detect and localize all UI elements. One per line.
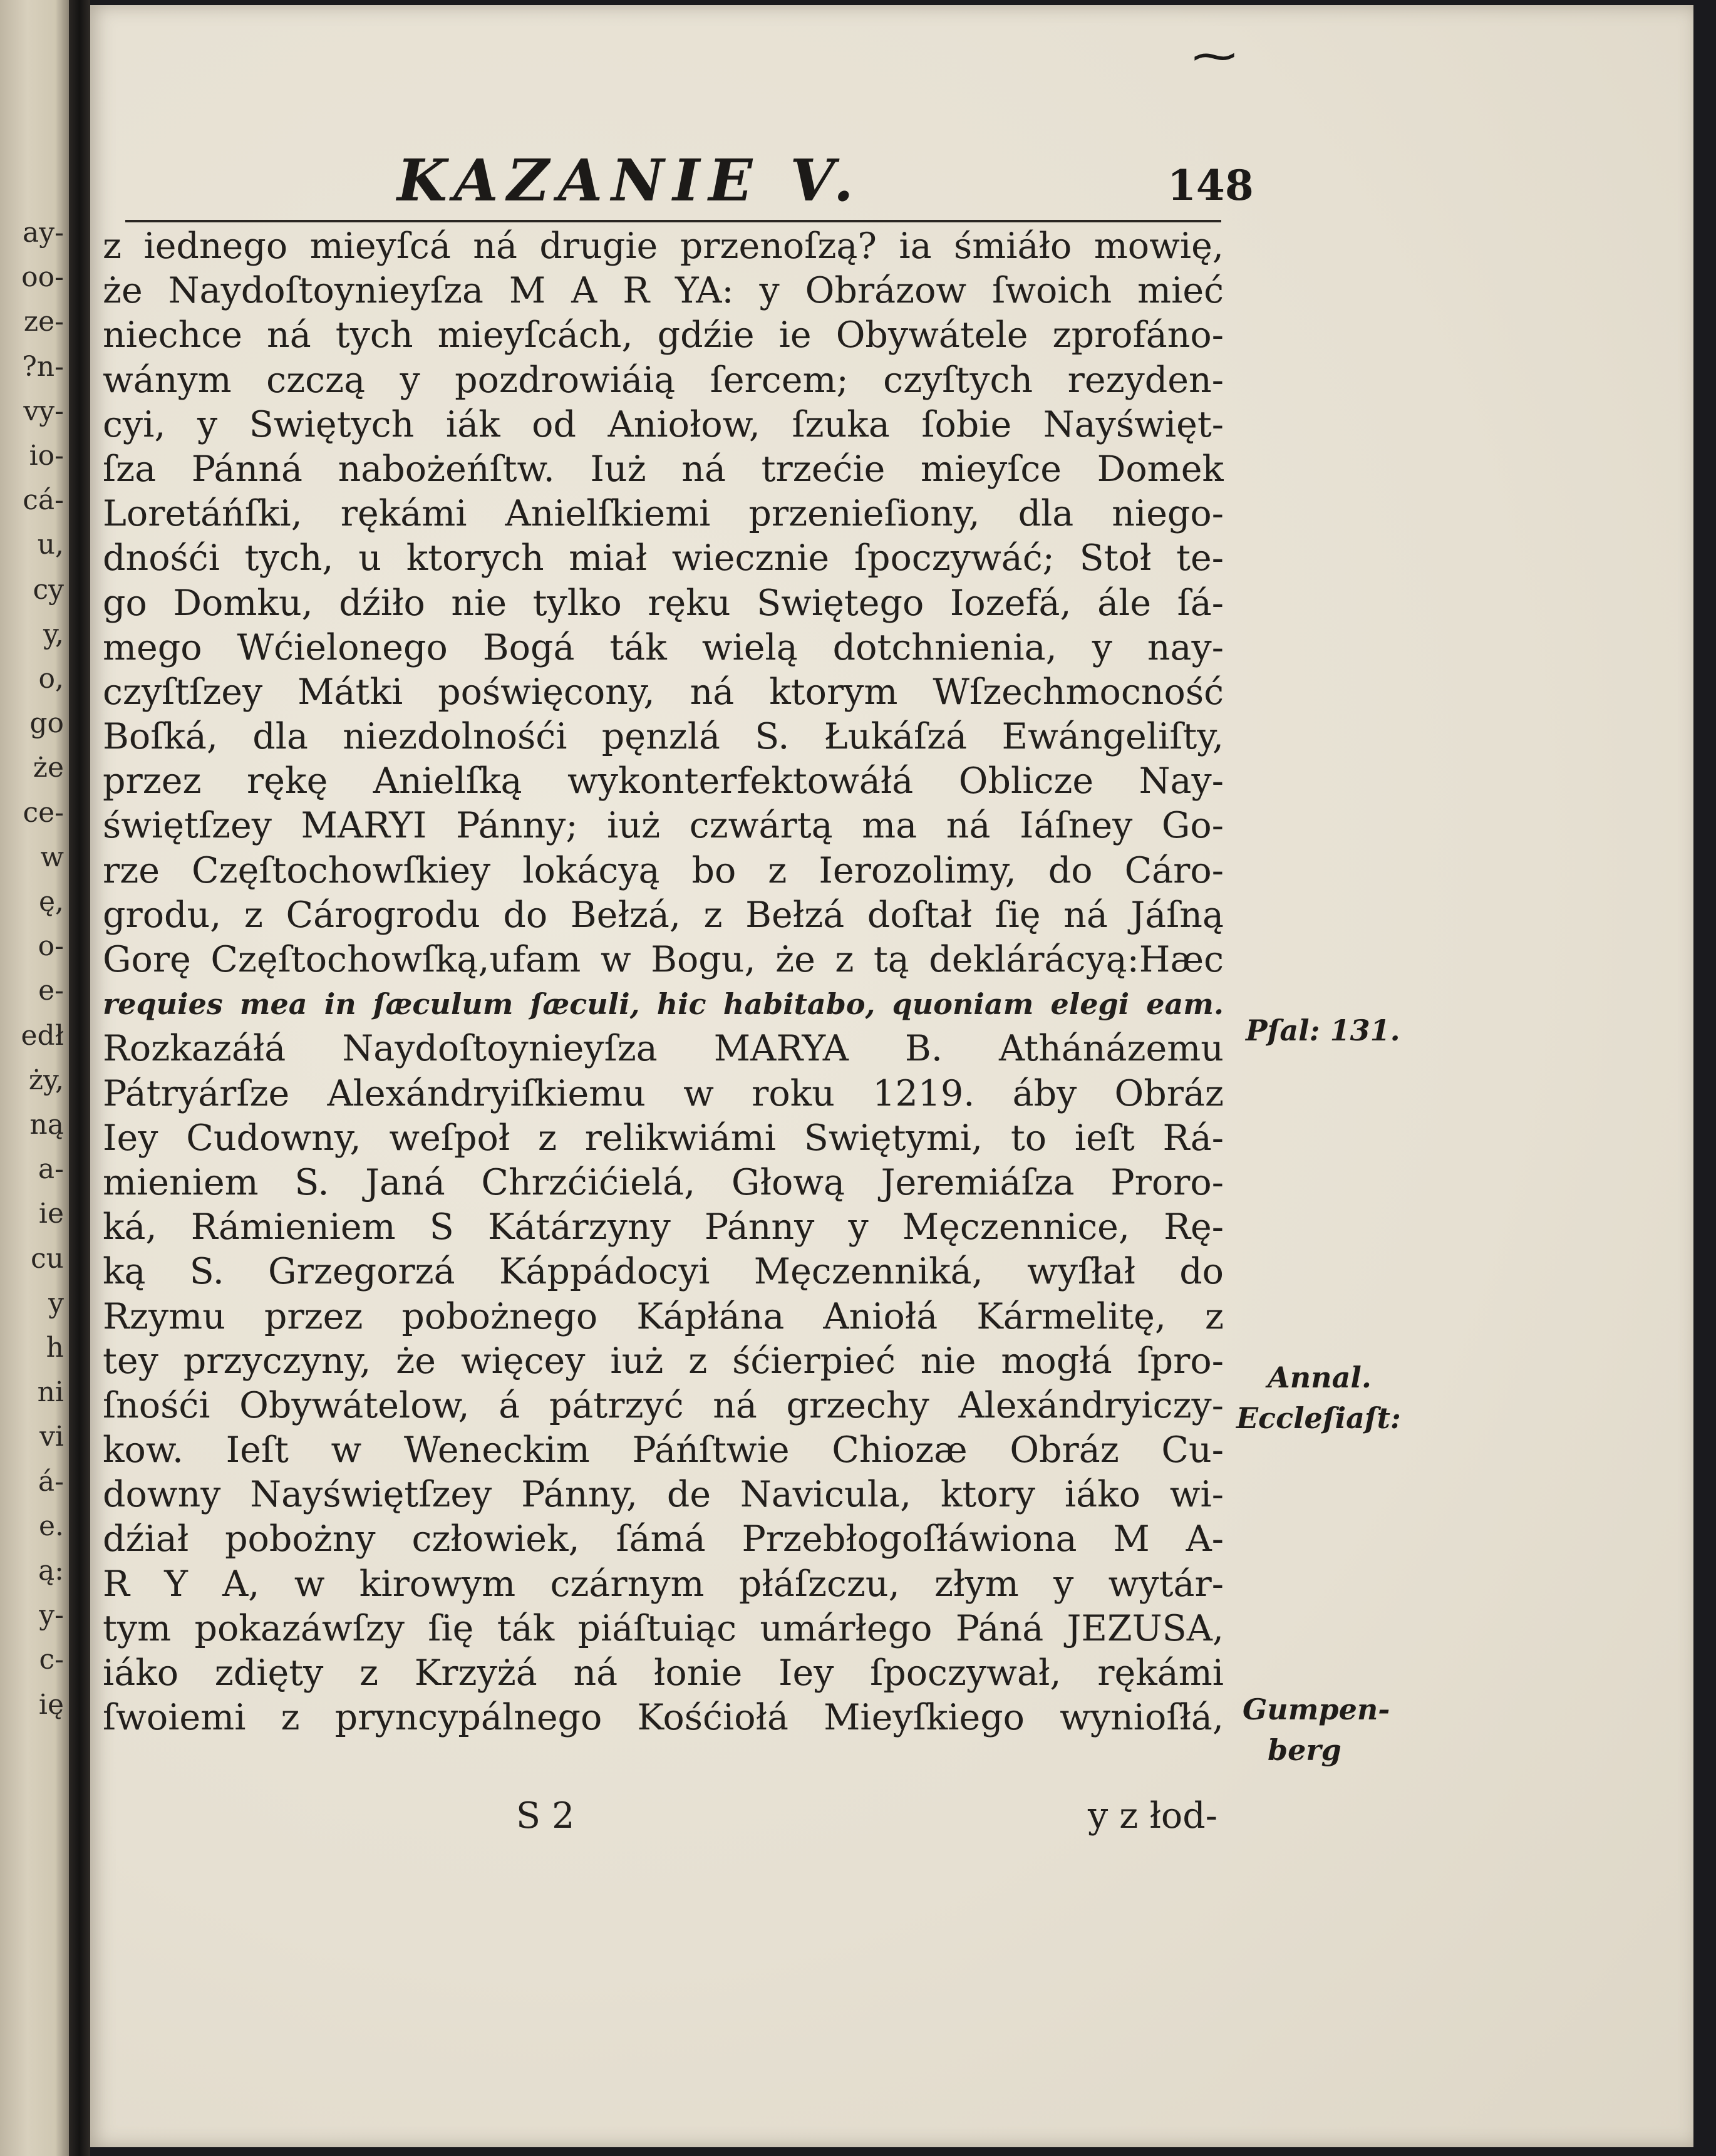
facing-page-fragment: w [40, 841, 64, 873]
facing-page-fragment: oo- [21, 261, 64, 294]
body-text [103, 224, 1224, 1740]
text-line: Rzymu przez pobożnego Kápłána Aniołá Kármelitę, z [103, 1295, 1224, 1337]
facing-page-fragment: e- [38, 975, 64, 1007]
facing-page-fragment: ni [37, 1376, 64, 1409]
facing-page-fragment: vi [39, 1421, 64, 1453]
running-title: KAZANIE V. [397, 147, 862, 214]
facing-page-fragment: y [48, 1287, 64, 1319]
facing-page-fragment: że [33, 752, 64, 784]
facing-page-fragment: edł [21, 1019, 64, 1052]
facing-page-fragment: ce- [23, 796, 64, 829]
page-footer [103, 1793, 1224, 1838]
facing-page-fragment: y, [43, 618, 64, 650]
text-line: że Naydoſtoynieyſza M A R YA: y Obrázow ſwoich mieć [103, 270, 1224, 312]
marginal-note-gumpen: Gumpen- [1243, 1692, 1390, 1726]
ink-mark-icon: ⁓ [1192, 30, 1236, 81]
text-line: R Y A, w kirowym czárnym płáſzczu, złym y wytár- [103, 1563, 1224, 1605]
text-line: ká, Rámieniem S Kátárzyny Pánny y Męczennice, Rę- [103, 1206, 1224, 1248]
page-number: 148 [1167, 161, 1254, 210]
marginal-note-psalm: Pſal: 131. [1246, 1013, 1400, 1047]
facing-page-fragment: vy- [23, 395, 64, 427]
text-line: czyſtſzey Mátki poświęcony, ná ktorym Wſzechmocność [103, 671, 1224, 713]
text-line: grodu, z Cárogrodu do Bełzá, z Bełzá doſtał ſię ná Jáſną [103, 894, 1224, 936]
text-line: ſnośći Obywátelow, á pátrzyć ná grzechy Alexándryiczy- [103, 1384, 1224, 1426]
facing-page-fragment: ie [38, 1198, 64, 1230]
marginal-note-annal: Annal. [1268, 1360, 1372, 1394]
facing-page-fragment: h [46, 1332, 64, 1364]
facing-page-fragment: y- [39, 1599, 64, 1632]
facing-page-fragment: ży, [28, 1064, 64, 1096]
facing-page-fragment: á- [38, 1465, 64, 1498]
text-line: tym pokazáwſzy ſię ták piáſtuiąc umárłego Páná JEZUSA, [103, 1607, 1224, 1649]
text-line: tey przyczyny, że więcey iuż z śćierpieć nie mogłá ſpro- [103, 1340, 1224, 1382]
text-line: Loretáńſki, rękámi Anielſkiemi przenieſiony, dla niego- [103, 493, 1224, 535]
facing-page-fragment: io- [29, 440, 64, 472]
text-line: ką S. Grzegorzá Káppádocyi Męczenniká, wyſłał do [103, 1251, 1224, 1293]
facing-page-fragment: o, [38, 663, 64, 695]
text-line: Boſká, dla niezdolnośći pęnzlá S. Łukáſzá Ewángeliſty, [103, 716, 1224, 758]
facing-page-fragment: ?n- [22, 350, 64, 383]
text-line: z iednego mieyſcá ná drugie przenoſzą? ia śmiáło mowię, [103, 225, 1224, 267]
text-line: go Domku, dźiło nie tylko ręku Swiętego Iozefá, ále ſá- [103, 582, 1224, 624]
text-line: cyi, y Swiętych iák od Aniołow, ſzuka ſobie Nayświęt- [103, 403, 1224, 445]
facing-page-fragment: cá- [23, 484, 64, 517]
facing-page-fragment: go [29, 707, 64, 740]
facing-page-fragment: ną [29, 1109, 64, 1141]
text-line: Gorę Częſtochowſką,ufam w Bogu, że z tą deklárácyą:Hæc [103, 939, 1224, 980]
text-line: dźiał pobożny człowiek, ſámá Przebłogoſłáwiona M A- [103, 1518, 1224, 1560]
text-line: przez rękę Anielſką wykonterfektowáłá Oblicze Nay- [103, 760, 1224, 802]
running-head [90, 146, 1693, 215]
book-page [90, 5, 1693, 2147]
text-line: ſwoiemi z pryncypálnego Kośćiołá Mieyſkiego wynioſłá, [103, 1697, 1224, 1739]
facing-page-fragment: c- [39, 1644, 64, 1676]
text-line: ſza Pánná nabożeńſtw. Iuż ná trzećie mieyſce Domek [103, 448, 1224, 490]
text-line: requies mea in ſæculum ſæculi, hic habitabo, quoniam elegi eam. [103, 987, 1224, 1022]
facing-page-fragment: e. [38, 1510, 64, 1542]
text-line: iáko zdięty z Krzyżá ná łonie Iey ſpoczywał, rękámi [103, 1652, 1224, 1694]
text-line: downy Nayświętſzey Pánny, de Navicula, ktory iáko wi- [103, 1474, 1224, 1516]
text-line: mieniem S. Janá Chrzćićielá, Głową Jeremiáſza Proro- [103, 1161, 1224, 1203]
text-line: Pátryárſze Alexándryiſkiemu w roku 1219. áby Obráz [103, 1072, 1224, 1114]
marginal-note-ecclesiast: Eccleſiaſt: [1236, 1401, 1401, 1435]
text-line: rze Częſtochowſkiey lokácyą bo z Ierozolimy, do Cáro- [103, 849, 1224, 891]
text-line: świętſzey MARYI Pánny; iuż czwártą ma ná Iáſney Go- [103, 805, 1224, 847]
signature-mark: S 2 [516, 1795, 575, 1837]
facing-page-fragment: cu [31, 1242, 64, 1275]
text-line: mego Wćielonego Bogá ták wielą dotchnienia, y nay- [103, 626, 1224, 668]
facing-page-fragment: o- [38, 930, 64, 963]
facing-page-fragment: ę, [38, 886, 64, 918]
facing-page-fragment: ze- [23, 306, 64, 338]
text-line: Iey Cudowny, weſpoł z relikwiámi Swiętymi, to ieſt Rá- [103, 1117, 1224, 1159]
facing-page-fragment: ą: [38, 1555, 64, 1587]
marginal-note-gumpenberg: berg [1268, 1733, 1341, 1767]
text-line: Rozkazáłá Naydoſtoynieyſza MARYA B. Athánázemu [103, 1028, 1224, 1070]
text-line: dnośći tych, u ktorych miał wiecznie ſpoczywáć; Stoł te- [103, 537, 1224, 579]
facing-page-fragment: u, [37, 529, 64, 561]
facing-page-fragment: cy [33, 573, 64, 606]
text-line: wánym czczą y pozdrowiáią ſercem; czyſtych rezyden- [103, 359, 1224, 401]
text-line: kow. Ieſt w Weneckim Páńſtwie Chiozæ Obráz Cu- [103, 1429, 1224, 1471]
header-rule [125, 220, 1221, 222]
facing-page-edge [0, 0, 69, 2156]
book-gutter [69, 0, 90, 2156]
catchword: y z łod- [1087, 1795, 1217, 1837]
text-line: niechce ná tych mieyſcách, gdźie ie Obywátele zprofáno- [103, 314, 1224, 356]
facing-page-fragment: a- [38, 1153, 64, 1186]
facing-page-fragment: ię [38, 1688, 64, 1721]
facing-page-fragment: ay- [23, 217, 64, 249]
